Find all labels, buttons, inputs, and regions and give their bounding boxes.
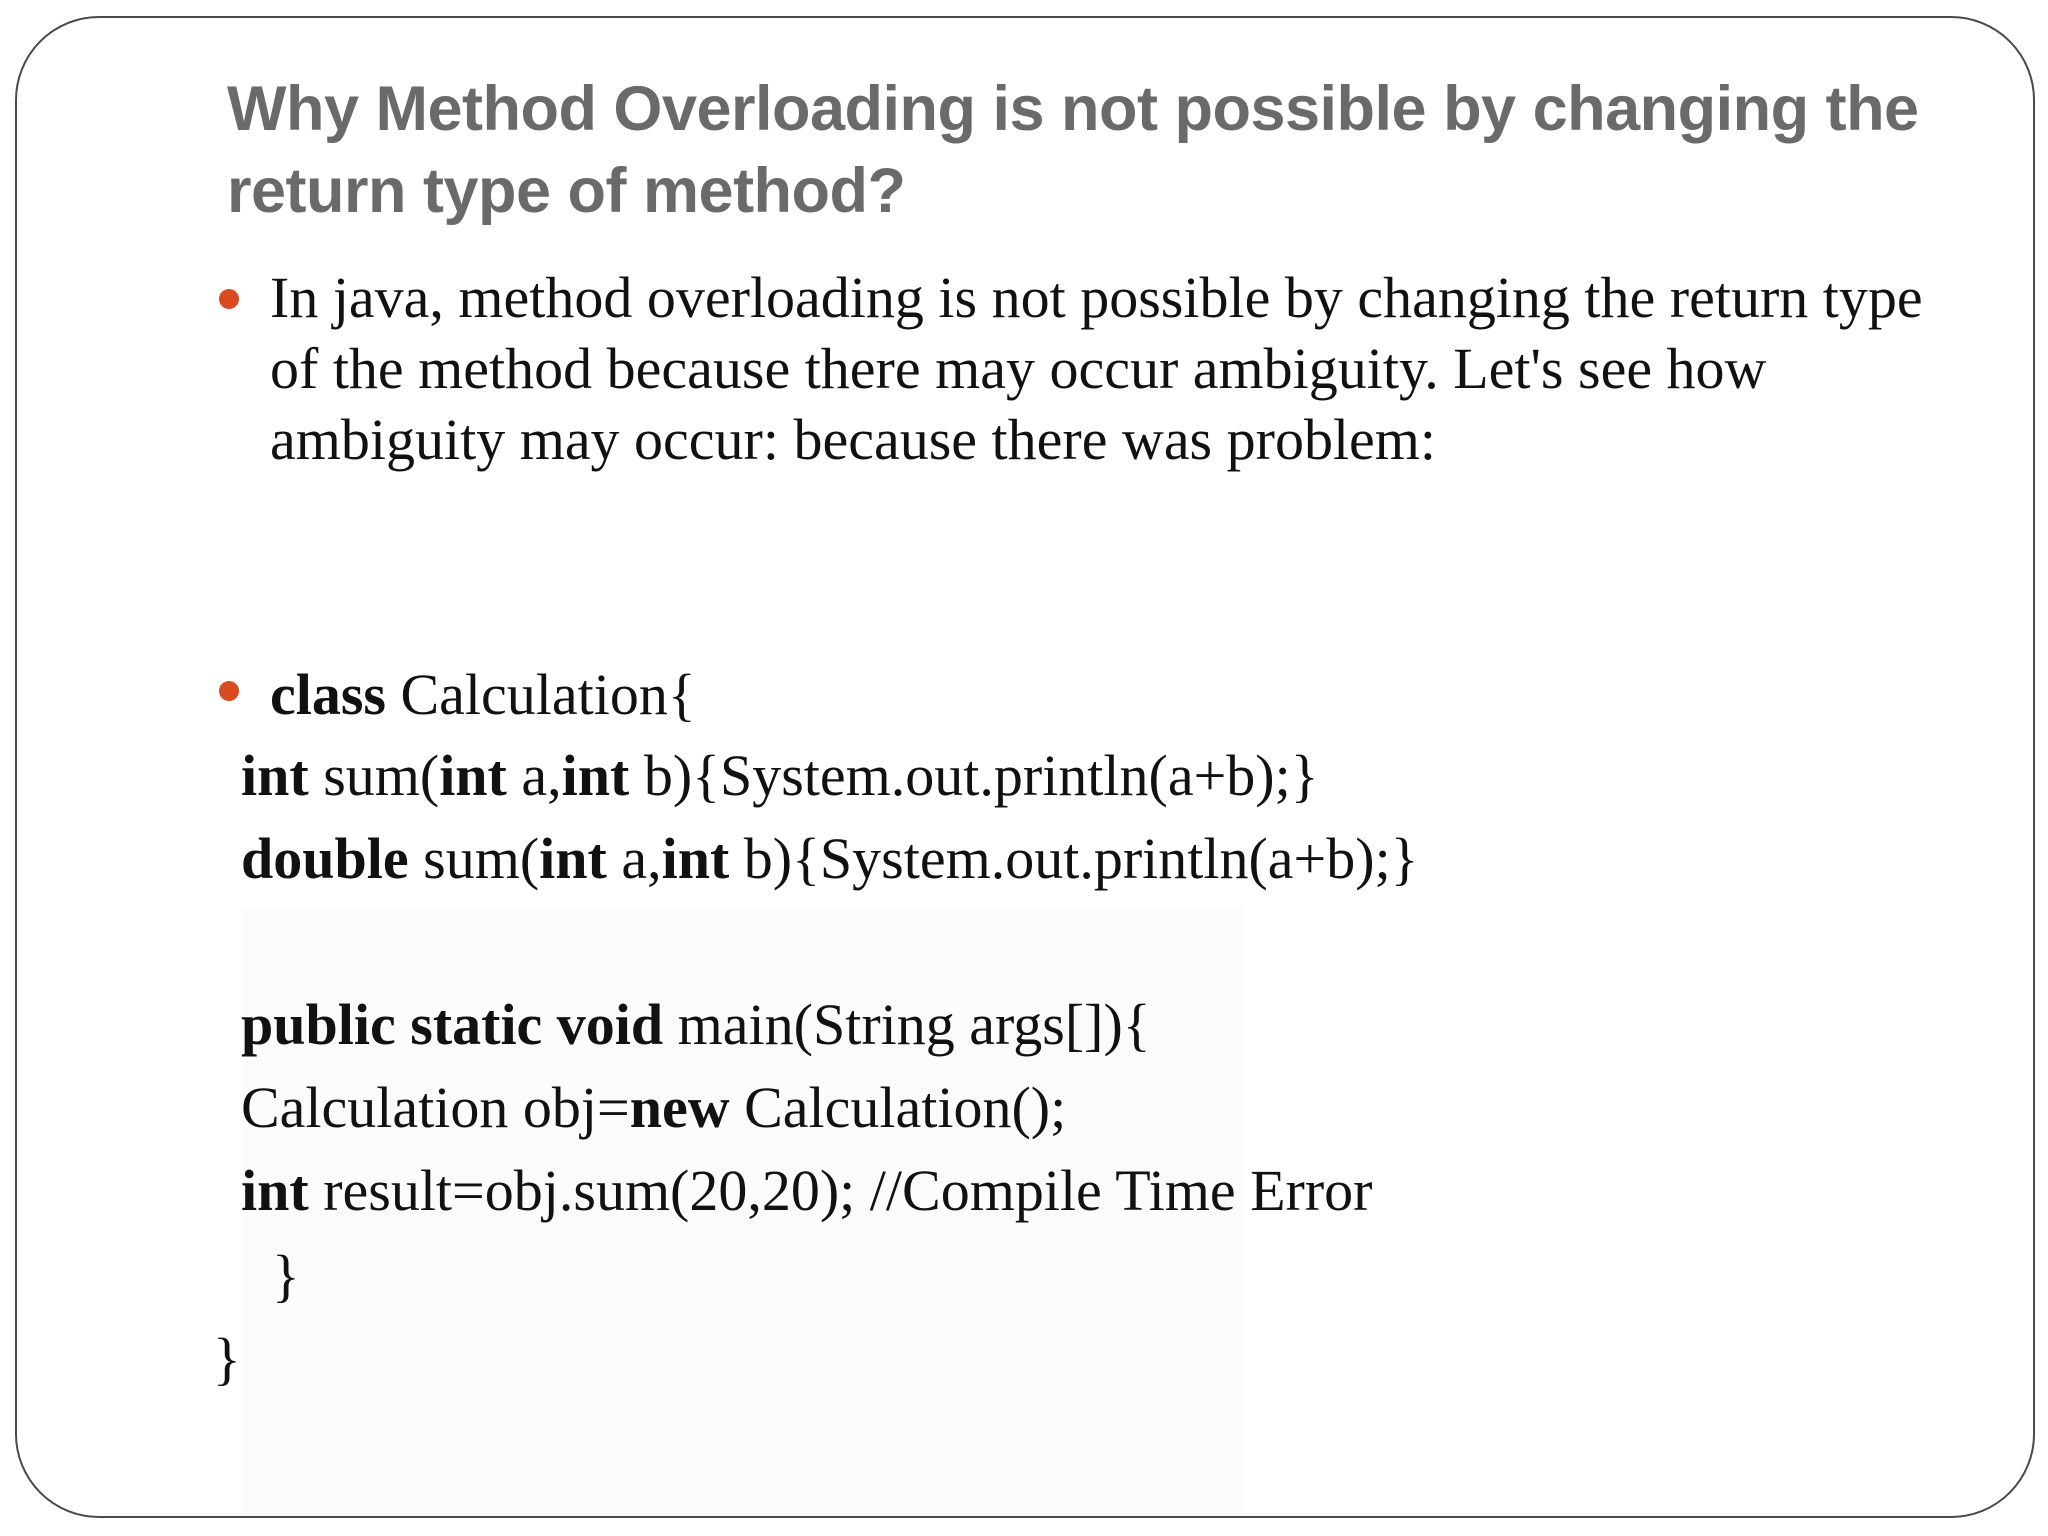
- code-line-double-sum: [241, 824, 1419, 894]
- code-text: sum(: [308, 743, 440, 808]
- code-text: sum(: [408, 826, 540, 891]
- code-text: Calculation();: [729, 1075, 1067, 1140]
- code-text: main(String args[]){: [663, 992, 1151, 1057]
- code-keyword: int: [241, 743, 309, 808]
- code-keyword: int: [539, 826, 607, 891]
- code-keyword: int: [241, 1158, 309, 1223]
- code-text: a,: [506, 743, 562, 808]
- bullet-icon: [219, 681, 239, 701]
- code-text: b){System.out.println(a+b);}: [729, 826, 1419, 891]
- code-line-class-declaration: [270, 660, 696, 730]
- slide-title: Why Method Overloading is not possible by changing the return type of method?: [227, 74, 1919, 226]
- code-text: b){System.out.println(a+b);}: [629, 743, 1319, 808]
- code-line-new-object: [241, 1073, 1066, 1143]
- code-keyword: double: [241, 826, 409, 891]
- bullet-icon: [219, 289, 239, 309]
- code-text: result=obj.sum(20,20); //Compile Time Error: [308, 1158, 1373, 1223]
- code-text: Calculation obj=: [241, 1075, 630, 1140]
- code-line-main-method: [241, 990, 1151, 1060]
- code-text: a,: [606, 826, 662, 891]
- slide: [15, 16, 2035, 1518]
- code-keyword: new: [629, 1075, 730, 1140]
- code-keyword: class: [270, 662, 386, 727]
- code-line-close-main: }: [272, 1243, 300, 1308]
- code-line-result: [241, 1156, 1372, 1226]
- code-line-close-class: }: [213, 1326, 241, 1391]
- code-line-int-sum: [241, 741, 1319, 811]
- code-text: Calculation{: [386, 662, 696, 727]
- bullet-paragraph: In java, method overloading is not possible by changing the return type of the method because there may occur ambiguity. Let's see how ambiguity may occur: because there was problem:: [270, 265, 1923, 472]
- code-keyword: int: [439, 743, 507, 808]
- code-keyword: int: [561, 743, 630, 808]
- code-keyword: public static void: [241, 992, 664, 1057]
- code-keyword: int: [661, 826, 730, 891]
